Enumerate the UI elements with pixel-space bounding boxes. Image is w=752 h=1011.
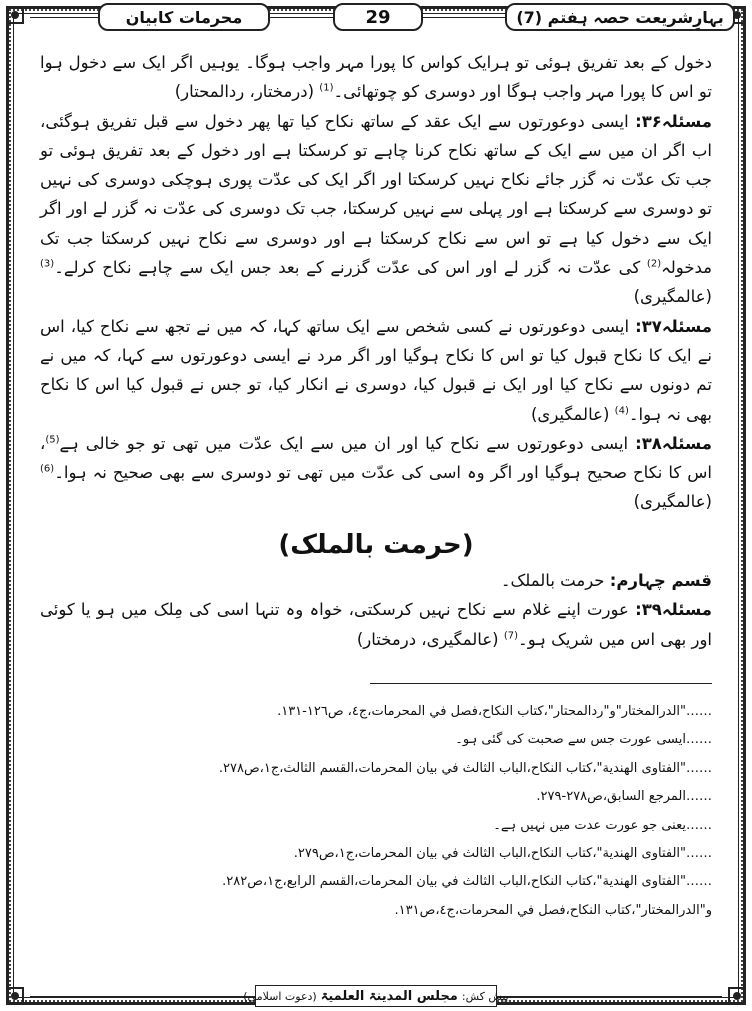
- citation: (عالمگیری): [633, 492, 712, 512]
- footer-rule: [30, 996, 255, 997]
- masala-text: کی عدّت نہ گزر لے اور اس کی عدّت گزرنے کے بعد جس ایک سے چاہے نکاح کرلے۔: [54, 258, 641, 278]
- masala-text: ایسی دوعورتوں سے ایک عقد کے ساتھ نکاح کیا تھا پھر دخول سے قبل تفریق ہوگئی، اب اگر ان میں سے ایک کے ساتھ نکاح کرنا چاہے تو کرسکتا ہے اور دخول کے بعد تفریق ہوئی تو جب تک عدّت نہ گزر جائے نکاح نہیں کرسکتا اور اگر ایک کی عدّت پوری ہوچکی دوسری کی نہیں تو دوسری سے کرسکتا ہے اور پہلی سے نہیں کرسکتا، جب تک دوسری کی عدّت نہ گزر لے اور اگر ایک سے دخول کیا ہے تو اس سے نکاح کرسکتا ہے اور دوسری سے نکاح نہیں کرسکتا جب تک مدخولہ: [40, 111, 713, 278]
- header-rule: [423, 17, 505, 18]
- citation: (درمختار، ردالمحتار): [174, 82, 315, 102]
- footnote: ……"الفتاوى الهندية"،كتاب النكاح،الباب الثالث في بيان المحرمات،القسم الرابع،ج١،ص٢٨٢.: [222, 874, 712, 890]
- masala-text: ایسی دوعورتوں سے نکاح کیا اور ان میں سے ایک عدّت میں تھی تو جو خالی ہے: [59, 433, 629, 453]
- publisher-name: مجلس المدینۃ العلمیۃ: [320, 988, 458, 1004]
- main-text: [40, 48, 712, 654]
- footnote: ……"الفتاوى الهندية"،كتاب النكاح،الباب الثالث في بيان المحرمات،ج١،ص٢٧٩.: [293, 845, 712, 861]
- masala-text: ، اس کا نکاح صحیح ہوگیا اور اگر وہ اسی کی عدّت میں تھی تو دوسری سے بھی صحیح نہ ہوا۔: [40, 433, 712, 483]
- footnote: ……"الدرالمختار"و"ردالمحتار"،كتاب النكاح،فصل في المحرمات،ج٤، ص١٢٦-١٣١.: [277, 704, 712, 719]
- footer-rule: [497, 996, 722, 997]
- masala-36: [40, 107, 712, 312]
- qism-label: قسم چہارم:: [609, 571, 712, 591]
- publisher-box: [243, 985, 509, 1007]
- footnote: ……"الفتاوى الهندية"،كتاب النكاح،الباب الثالث في بيان المحرمات،القسم الثالث،ج١،ص٢٧٨.: [218, 760, 712, 776]
- page-footer: [0, 985, 752, 1009]
- footnote-separator: [370, 683, 712, 684]
- footnotes: [40, 698, 712, 925]
- masala-37: [40, 312, 712, 429]
- section-heading-wrap: [40, 531, 712, 560]
- masala-label: مسئلہ۳۸:: [635, 433, 713, 453]
- footnote-ref: (3): [40, 258, 55, 270]
- section-heading: (حرمت بالملک): [278, 529, 474, 560]
- masala-38: [40, 429, 712, 517]
- footnote: ……المرجع السابق،ص٢٧٨-٢٧٩.: [536, 789, 712, 805]
- citation: (عالمگیری): [530, 404, 610, 424]
- masala-label: مسئلہ۳۹:: [635, 600, 712, 620]
- qism-text: حرمت بالملک۔: [500, 571, 605, 591]
- footnote-ref: (7): [503, 630, 519, 642]
- citation: (عالمگیری): [633, 287, 712, 307]
- footnote: ……ایسی عورت جس سے صحبت کی گئی ہو۔: [455, 732, 712, 748]
- footnote-ref: (5): [45, 434, 60, 446]
- footnote-ref: (2): [646, 258, 662, 270]
- masala-text: عورت اپنے غلام سے نکاح نہیں کرسکتی، خواہ وہ تنہا اسی کی مِلک میں ہو یا کوئی اور بھی اس میں شریک ہو۔: [40, 600, 712, 649]
- footnote: ……یعنی جو عورت عدت میں نہیں ہے۔: [493, 817, 712, 833]
- page-header: [0, 3, 752, 33]
- footnote: و"الدرالمختار"،كتاب النكاح،فصل في المحرمات،ج٤،ص١٣١.: [394, 902, 712, 918]
- book-title: بہارِشریعت حصہ ہفتم (7): [505, 3, 735, 31]
- citation: (عالمگیری، درمختار): [356, 629, 499, 649]
- masala-label: مسئلہ۳۷:: [635, 316, 712, 336]
- footer-suffix: (دعوت اسلامی): [243, 989, 317, 1003]
- masala-label: مسئلہ۳۶:: [635, 111, 712, 131]
- page-number: 29: [333, 3, 423, 31]
- chapter-title: محرمات کابیان: [98, 3, 270, 31]
- masala-text: ایسی دوعورتوں نے کسی شخص سے ایک ساتھ کہا، کہ میں نے تجھ سے نکاح کیا، اس نے ایک کا نکاح قبول کیا تو اس کا نکاح ہوگیا اور اگر مرد نے ایسی دوعورتوں سے کہا، کہ میں نے تم دونوں سے نکاح کیا اور ایک نے قبول کیا، دوسری نے انکار کیا، تو جس نے قبول کیا اس کا نکاح بھی نہ ہوا۔: [40, 316, 712, 424]
- masala-39: [40, 595, 712, 654]
- qism-line: [40, 566, 712, 595]
- paragraph-intro: [40, 48, 712, 107]
- header-rule: [270, 17, 333, 18]
- footer-prefix: پیش کش:: [461, 989, 509, 1003]
- header-rule: [30, 17, 98, 18]
- footnote-ref: (1): [319, 82, 334, 94]
- footnote-ref: (4): [614, 405, 629, 417]
- footnote-ref: (6): [40, 463, 55, 475]
- paragraph-text: دخول کے بعد تفریق ہوئی تو ہرایک کواس کا پورا مہر واجب ہوگا۔ یوہیں اگر ایک سے دخول ہوا تو اس کا پورا مہر واجب ہوگا اور دوسری کو چوتھائی۔: [40, 53, 712, 102]
